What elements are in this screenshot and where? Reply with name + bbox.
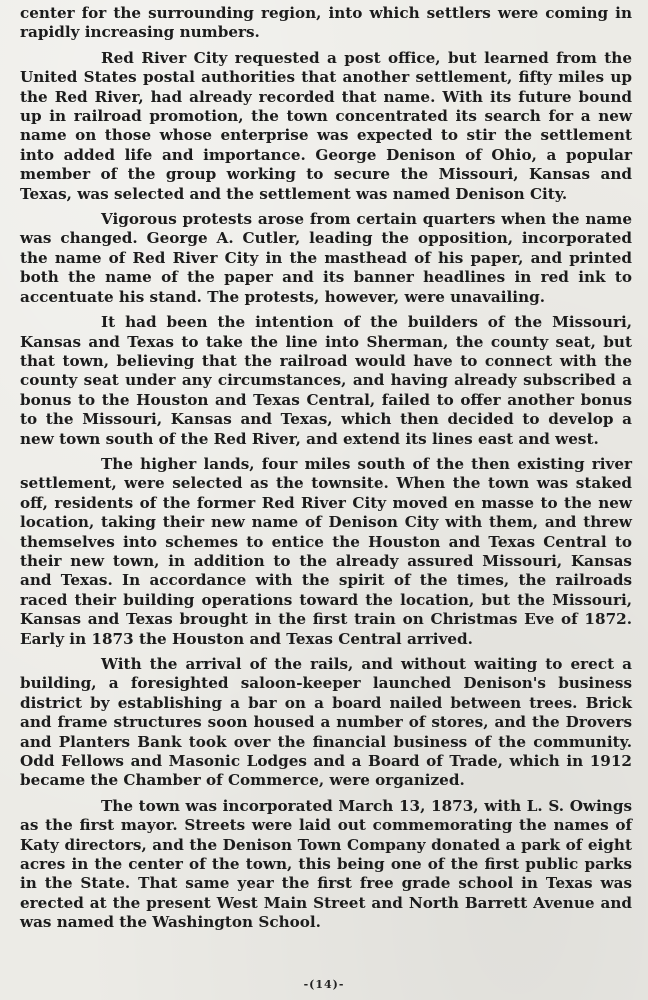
paragraph-incorporation: The town was incorporated March 13, 1873, with L. S. Owings as the first mayor. Streets were laid out commemorating the names of Katy directors, and the Denison Town Company donated a park of eight acres in the center of the town, this being one of the first public parks in the State. That same year the first free grade school in Texas was erected at the present West Main Street and North Barrett Avenue and was named the Washington School.	[20, 796, 632, 932]
paragraph-arrival-of-rails: With the arrival of the rails, and without waiting to erect a building, a foresighted saloon-keeper launched Denison's business district by establishing a bar on a board nailed between trees. Brick and frame structures soon housed a number of stores, and the Drovers and Planters Bank took over the financial business of the community. Odd Fellows and Masonic Lodges and a Board of Trade, which in 1912 became the Chamber of Commerce, were organized.	[20, 655, 632, 790]
paragraph-protests: Vigorous protests arose from certain quarters when the name was changed. George A. Cutler, leading the opposition, incorporated the name of Red River City in the masthead of his paper, and printed both the name of the paper and its banner headlines in red ink to accentuate his stand. The protests, however, were unavailing.	[20, 210, 632, 306]
paragraph-townsite: The higher lands, four miles south of the then existing river settlement, were selected as the townsite. When the town was staked off, residents of the former Red River City moved en masse to the new location, taking their new name of Denison City with them, and threw themselves into schemes to entice the Houston and Texas Central to their new town, in addition to the already assured Missouri, Kansas and Texas. In accordance with the spirit of the times, the railroads raced their building operations toward the location, but the Missouri, Kansas and Texas brought in the first train on Christmas Eve of 1872. Early in 1873 the Houston and Texas Central arrived.	[20, 454, 632, 648]
paragraph-railroad-intention: It had been the intention of the builders of the Missouri, Kansas and Texas to take the line into Sherman, the county seat, but that town, believing that the railroad would have to connect with the county seat under any circumstances, and having already subscribed a bonus to the Houston and Texas Central, failed to offer another bonus to the Missouri, Kansas and Texas, which then decided to develop a new town south of the Red River, and extend its lines east and west.	[20, 313, 632, 448]
paragraph-continued: center for the surrounding region, into which settlers were coming in rapidly increasing numbers.	[20, 4, 632, 42]
body-text	[20, 4, 632, 939]
paragraph-post-office: Red River City requested a post office, but learned from the United States postal authorities that another settlement, fifty miles up the Red River, had already recorded that name. With its future bound up in railroad promotion, the town concentrated its search for a new name on those whose enterprise was expected to stir the settlement into added life and importance. George Denison of Ohio, a popular member of the group working to secure the Missouri, Kansas and Texas, was selected and the settlement was named Denison City.	[20, 48, 632, 203]
page-number: -(14)-	[303, 978, 345, 991]
